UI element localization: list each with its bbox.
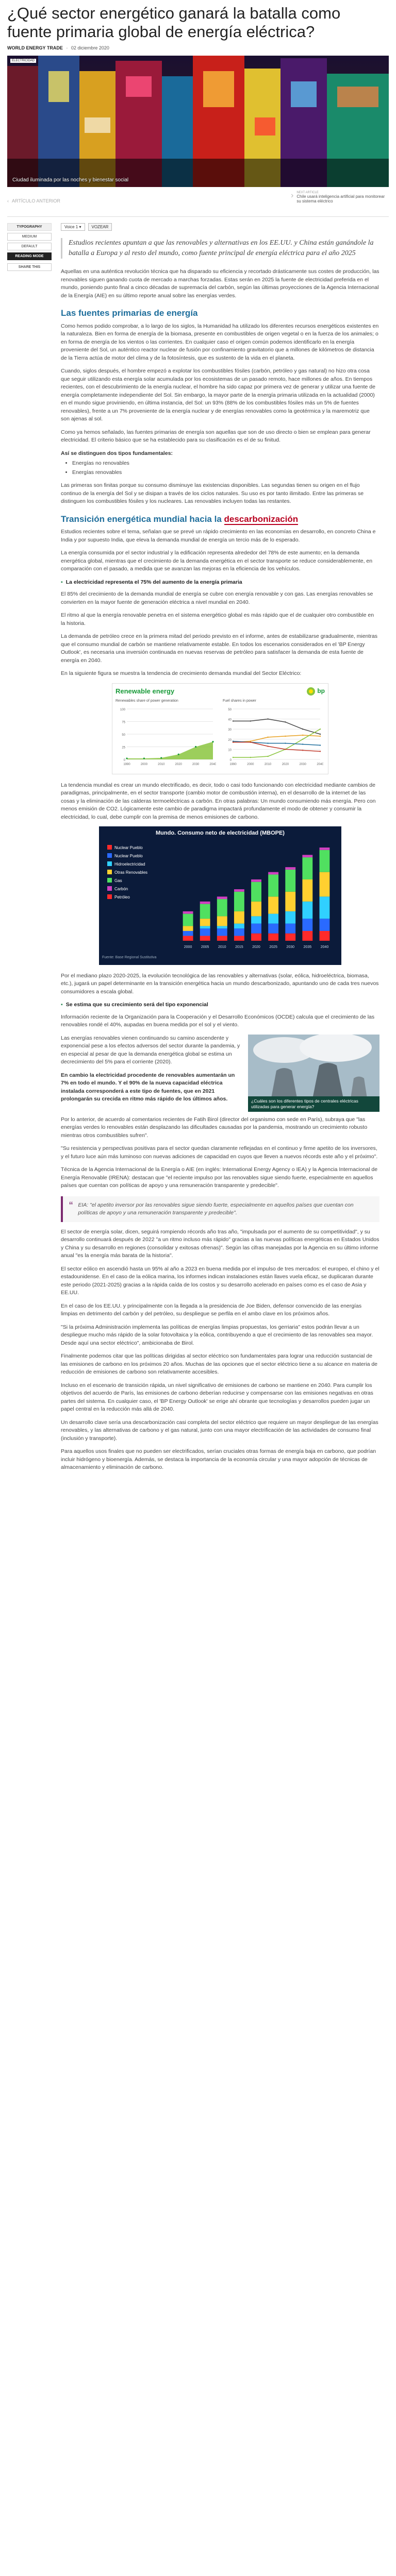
bar-segment: [320, 872, 330, 896]
highlight-bullet: ▪ La electricidad representa el 75% del aumento de la energía primaria: [61, 579, 380, 587]
data-point: [250, 720, 251, 721]
bar-segment: [217, 926, 227, 928]
bar-segment: [183, 930, 193, 936]
data-point: [285, 749, 286, 750]
series-line-hydro: [233, 741, 320, 745]
figure-title: Renewable energy: [116, 687, 175, 695]
voice-toolbar: [61, 223, 380, 231]
data-point: [267, 745, 268, 747]
renewable-energy-figure: [112, 683, 328, 774]
share-button[interactable]: SHARE THIS: [7, 263, 52, 271]
data-point: [233, 720, 234, 721]
y-tick-label: 0: [229, 759, 232, 762]
bar-segment: [320, 848, 330, 850]
paragraph: Por el mediano plazo 2020-2025, la evolución tecnológica de las renovables y alternativas (solar, eólica, hidroeléctrica, biomasa, etc.), jugará un papel determinante en la transición energética hacia un mundo descarbonizado, apuntando uno de cada tres nuevos consumidores a escala global.: [61, 972, 379, 995]
data-point: [160, 757, 162, 758]
bar-segment: [285, 923, 295, 933]
bar-segment: [251, 933, 261, 940]
y-tick-label: 0: [123, 759, 125, 762]
bar-segment: [217, 899, 227, 916]
paragraph: "Su resistencia y perspectivas positivas para el sector quedan claramente reflejadas en el continuo y firme apetito de los inversores, y el futuro luce aún más luminoso con nuevas adiciones de capacidad en cuyos que lleven a nuevos récords este año y el próximo".: [61, 1145, 378, 1160]
data-point: [320, 751, 321, 752]
reading-mode-button[interactable]: READING MODE: [7, 252, 52, 260]
data-point: [267, 742, 268, 743]
data-point: [233, 741, 234, 742]
paragraph: Finalmente podemos citar que las políticas dirigidas al sector eléctrico son fundamentales para lograr una reducción sustancial de las emisiones de carbono en los próximos 20 años. Muchas de las opciones que el sector eléctrico tiene a su alcance en materia de reducción de emisiones de carbono son relativamente accesibles.: [61, 1353, 378, 1375]
bar-segment: [285, 867, 295, 870]
legend-swatch: [107, 861, 112, 866]
paragraph: El sector eólico en ascendió hasta un 95% al año a 2023 en buena medida por el impulso de tres mercados: el europeo, el chino y el estadounidense. En el caso de la eólica marina, los informes indican instalaciones están llaves vuela eficaz, se duplicaran durante este periodo (2021-2025) gracias a la rápida caída de los costos y su desarrollo acelerado en países como es el caso de Asia y EE.UU.: [61, 1265, 380, 1296]
data-point: [302, 743, 303, 744]
bar-segment: [320, 896, 330, 919]
bar-segment: [234, 889, 244, 892]
vozear-button[interactable]: VOZEAR: [88, 223, 112, 231]
bar-segment: [234, 891, 244, 911]
series-line-coal: [233, 719, 320, 734]
bar-segment: [285, 911, 295, 923]
data-point: [320, 728, 321, 730]
paragraph: El ritmo al que la energía renovable penetra en el sistema energético global es más rápido que el de cualquier otro combustible en la historia.: [61, 612, 374, 626]
section-heading: Transición energética mundial hacia la descarbonización: [61, 514, 299, 524]
hero-tag[interactable]: ELECTRICIDAD: [10, 59, 36, 63]
hero-image: [7, 56, 389, 187]
bar-segment: [320, 919, 330, 931]
data-point: [267, 718, 268, 719]
paragraph: En cambio la electricidad procedente de renovables aumentarán un 7% en todo el mundo. Y el 90% de la nueva capacidad eléctrica instalada corresponderá a este tipo de fuentes, que en 2021 prolongarán su crecida en ritmo más rápido de los últimos años.: [61, 1072, 235, 1102]
bar-segment: [183, 913, 193, 926]
subheading: Así se distinguen dos tipos fundamentales:: [61, 450, 173, 456]
fuel-shares-chart: [223, 706, 323, 768]
series-line-gas: [233, 735, 320, 742]
article-date: 02 diciembre 2020: [71, 45, 109, 50]
article-title: ¿Qué sector energético ganará la batalla como fuente primaria global de energía eléctrica?: [7, 4, 341, 41]
bar-segment: [320, 850, 330, 872]
cooling-towers-image: [248, 1035, 380, 1112]
bar-segment: [234, 923, 244, 928]
bar-segment: [268, 923, 278, 933]
font-default-button[interactable]: DEFAULT: [7, 243, 52, 250]
chart-subtitle: Renewables share of power generation: [116, 699, 178, 703]
paragraph: Estudios recientes sobre el tema, señalan que se prevé un rápido crecimiento en las economías en desarrollo, en concreto China e India y por supuesto India, que eleva la demanda mundial de energía un tercio más de lo esperado.: [61, 529, 376, 543]
article-navigation: [7, 191, 389, 217]
data-point: [143, 757, 145, 759]
data-point: [302, 750, 303, 751]
bar-segment: [200, 936, 210, 941]
data-point: [212, 741, 213, 742]
x-tick-label: 2000: [184, 945, 192, 949]
y-tick-label: 50: [228, 708, 232, 711]
bar-segment: [234, 911, 244, 923]
x-tick-label: 1990: [229, 763, 237, 766]
bar-segment: [268, 872, 278, 874]
paragraph: Técnica de la Agencia Internacional de la Energía o AIE (en inglés: International Energy Agency o IEA) y la Agencia Internacional de Energía Renovable (IRENA): destacan que "el reciente impulso por las renovables sigue siendo fuerte, especialmente en aquellos países que cuentan con políticas de apoyo y una remuneración transparente y predecible".: [61, 1166, 378, 1189]
legend-swatch: [107, 870, 112, 874]
data-point: [302, 739, 303, 740]
y-tick-label: 50: [122, 734, 125, 737]
legend-swatch: [107, 886, 112, 891]
next-article-title: Chile usará inteligencia artificial para monitorear su sistema eléctrico: [296, 194, 385, 204]
paragraph: Incluso en el escenario de transición rápida, un nivel significativo de emisiones de carbono se mantiene en 2040. Para cumplir los objetivos del acuerdo de París, las emisiones de carbono deberían reducirse y compensarse con las emisiones negativas en otras partes del sistema. En cualquier caso, el 'BP Energy Outlook' se erige ahí obrante que tecnologías y desarrollos pueden jugar un papel central en la reducción más allá de 2040.: [61, 1382, 373, 1412]
paragraph: El 85% del crecimiento de la demanda mundial de energía se cubre con energía renovable y con gas. Las energías renovables se convierten en la mayor fuente de generación eléctrica a nivel mundial en 2040.: [61, 591, 373, 605]
bar-segment: [302, 901, 312, 918]
bar-segment: [268, 913, 278, 923]
chevron-down-icon: ▾: [79, 225, 81, 229]
x-tick-label: 2010: [264, 763, 272, 766]
x-tick-label: 2020: [252, 945, 260, 949]
figure-title: Mundo. Consumo neto de electricidad (MBOPE): [156, 830, 285, 836]
bp-logo: bp: [306, 687, 325, 696]
x-tick-label: 2030: [286, 945, 295, 949]
legend-label: Hidroelectricidad: [114, 861, 145, 867]
data-point: [233, 757, 234, 758]
legend-label: Carbón: [114, 886, 128, 891]
content-layout: [7, 223, 389, 1477]
paragraph: En el caso de los EE.UU. y principalmente con la llegada a la presidencia de Joe Biden, defensor convencido de las energías limpias en detrimento del carbón y del petróleo, su despliegue se perfila en el ambo clave en los próximos años.: [61, 1302, 362, 1317]
article-lead: Estudios recientes apuntan a que las renovables y alternativas en los EE.UU. y China están ganándole la batalla a Europa y al resto del mundo, como fuente principal de energía eléctrica para el año 2025: [61, 238, 380, 259]
data-point: [126, 757, 127, 759]
data-point: [195, 746, 196, 748]
bar-segment: [200, 926, 210, 928]
hero-caption: Ciudad iluminada por las noches y bienestar social: [12, 177, 129, 183]
legend-swatch: [107, 894, 112, 899]
paragraph: Cuando, siglos después, el hombre empezó a explotar los combustibles fósiles (carbón, petróleo y gas natural) no hizo otra cosa que seguir utilizando esta energía solar acumulada por los ecosistemas de un pasado remoto, hace millones de años. En tiempos recientes, con el descubrimiento de la energía nuclear, el hombre ha sido capaz por primera vez de generar y utilizar una fuente de energía completamente independiente del Sol. Sin embargo, la mayor parte de la energía primaria utilizada en la actualidad (2000) en el mundo sigue proviniendo, en última instancia, del Sol: un 93% (88% de los combustibles fósiles más un 5% de fuentes renovables), frente a un 7% proveniente de la energía nuclear y de energías renovables como la geotérmica y la maremotriz que son ajenas al sol.: [61, 368, 375, 422]
legend-swatch: [107, 845, 112, 850]
y-tick-label: 40: [228, 718, 232, 722]
y-tick-label: 100: [120, 708, 125, 711]
quote-icon: “: [69, 1199, 73, 1212]
legend-swatch: [107, 853, 112, 858]
bar-segment: [285, 933, 295, 940]
article-main: [61, 223, 380, 1477]
article-meta: WORLD ENERGY TRADE - 02 diciembre 2020: [7, 45, 109, 50]
bar-segment: [217, 936, 227, 941]
bar-segment: [302, 930, 312, 940]
article-sidebar: [7, 223, 52, 1477]
data-point: [320, 744, 321, 745]
bar-segment: [217, 896, 227, 899]
data-point: [320, 734, 321, 735]
chevron-left-icon: ‹: [7, 198, 9, 204]
paragraph: Como ya hemos señalado, las fuentes primarias de energía son aquellas que son de uso directo o bien se emplean para generar electricidad. El criterio básico que se ha establecido para su clasificación es el de su finitud.: [61, 429, 371, 443]
bar-segment: [217, 916, 227, 926]
y-tick-label: 75: [122, 721, 125, 724]
data-point: [285, 736, 286, 737]
data-point: [302, 728, 303, 730]
x-tick-label: 1990: [123, 763, 130, 766]
legend-label: Nuclear Pueblo: [114, 853, 143, 858]
figure-source: Fuente: Base Regional Sustitutiva: [102, 956, 157, 959]
data-point: [178, 754, 179, 755]
bar-segment: [251, 901, 261, 916]
prev-article-link[interactable]: ‹ ARTÍCULO ANTERIOR: [7, 198, 60, 204]
font-size-medium-button[interactable]: MEDIUM: [7, 233, 52, 241]
article-source[interactable]: WORLD ENERGY TRADE: [7, 45, 63, 50]
x-tick-label: 2020: [282, 763, 289, 766]
electricity-consumption-figure: [99, 826, 341, 965]
chevron-right-icon: ›: [291, 191, 294, 200]
paragraph: Como hemos podido comprobar, a lo largo de los siglos, la Humanidad ha utilizado los diferentes recursos energéticos existentes en la naturaleza. Bien en forma de energía de la biomasa, presente en combustibles de origen vegetal o en la fuerza de los animales; o en forma de energía de los vientos o las corrientes. En cualquier caso el origen común podemos identificarlo en la energía proveniente del Sol, un auténtico reactor nuclear de fusión por confinamiento gravitatorio que a millones de kilómetros de distancia de la Tierra actúa de motor del clima y de la fotosíntesis, que es sustento de la vida en el planeta.: [61, 323, 379, 361]
paragraph: Por lo anterior, de acuerdo al comentarios recientes de Fatih Birol (director del organismo con sede en París), subraya que "las energías verdes lo renovables están desplazando las dificultades causadas por la pandemia, mostrando un crecimiento robusto mientras otros combustibles sufren".: [61, 1116, 368, 1139]
bar-segment: [200, 919, 210, 926]
bar-segment: [285, 869, 295, 891]
typography-label: TYPOGRAPHY: [7, 223, 52, 231]
paragraph: El sector de energía solar, dicen, seguirá rompiendo récords año tras año, "impulsada por el aumento de su competitividad", y su desarrollo continuará después de 2022 "a un ritmo incluso más rápido" gracias a las nuevas políticas energéticas en Estados Unidos y China y su desarrollo en regiones (consolidar y exitosas ofrenas)". Según las cifras manejadas por la Agencia en su último informe anual "es la energía más barata de la historia".: [61, 1228, 380, 1259]
highlight-bullet: ▪ Se estima que su crecimiento será del tipo exponencial: [61, 1001, 380, 1009]
x-tick-label: 2025: [269, 945, 277, 949]
bar-segment: [183, 936, 193, 941]
data-point: [267, 737, 268, 738]
data-point: [250, 741, 251, 742]
paragraph: Para aquellos usos finales que no pueden ser electrificados, serían cruciales otras formas de energía baja en carbono, que podrían incluir hidrógeno y bioenergía. Además, se destaca la importancia de la economía circular y una mayor adopción de técnicas de almacenamiento y eliminación de carbono.: [61, 1448, 376, 1470]
article-body: [61, 268, 380, 1472]
paragraph: La tendencia mundial es crear un mundo electrificado, es decir, todo o casi todo funcionando con electricidad mediante cambios de paradigmas, principalmente, en el sector transporte (cambio motor de combustión interna), en el desarrollo de la internet de las cosas y la eliminación de las calderas termoeléctricas a carbón. En otras palabras: Un mundo consumiendo más energía. Pero con menos emisión de CO2. Lógicamente este cambio de paradigma impactará profundamente el modo de obtener y consumir la electricidad, lo cual, debe cumplir con la premisa de menos emisiones de carbono.: [61, 782, 376, 820]
data-point: [320, 736, 321, 737]
bar-segment: [234, 936, 244, 941]
paragraph: En la siguiente figura se muestra la tendencia de crecimiento demanda mundial del Sector Eléctrico:: [61, 670, 302, 676]
x-tick-label: 2030: [192, 763, 200, 766]
bar-segment: [200, 904, 210, 919]
paragraph: La demanda de petróleo crece en la primera mitad del periodo previsto en el informe, antes de estabilizarse gradualmente, mientras que el consumo mundial de carbón se mantiene relativamente estable. En todos los escenarios considerados en el 'BP Energy Outlook', es necesaria una inversión continuada en nuevas reservas de petróleo para satisfacer la demanda de esta fuente de energía en 2040.: [61, 633, 378, 664]
x-tick-label: 2010: [158, 763, 165, 766]
bar-segment: [320, 930, 330, 940]
bar-segment: [251, 916, 261, 923]
paragraph: Aquellas en una auténtica revolución técnica que ha disparado su eficiencia y recortado drásticamente sus costes de producción, las renovables siguen ganando cuota de mercado a marchas forzadas. Estas serán en 2025 la fuente de electricidad preferida en el mundo, poniendo punto final a cinco décadas de supremacía del carbón, según las últimas proyecciones de la Agencia Internacional de la Energía (AIE) en su último reporte anual sobre las energías verdes.: [61, 268, 380, 299]
x-tick-label: 2015: [235, 945, 243, 949]
bar-segment: [285, 891, 295, 911]
series-area-renewables: [127, 742, 213, 759]
x-tick-label: 2005: [201, 945, 209, 949]
x-tick-label: 2030: [299, 763, 306, 766]
x-tick-label: 2040: [320, 945, 329, 949]
bar-segment: [302, 919, 312, 931]
x-tick-label: 2020: [175, 763, 182, 766]
bar-segment: [268, 874, 278, 896]
y-tick-label: 25: [122, 746, 125, 750]
bar-segment: [234, 928, 244, 936]
bar-segment: [200, 928, 210, 936]
renewables-share-chart: [116, 706, 216, 768]
data-point: [285, 742, 286, 743]
paragraph: "Si la próxima Administración implementa las políticas de energías limpias propuestas, los gerriaria" estos podrán llevar a un despliegue mucho más rápido de la solar fotovoltaica y la eólica, contribuyendo a que el crecimiento de las renovables sea mayor. Desde aquí una sector eléctrico", ambicionaba de Birol.: [61, 1324, 373, 1346]
x-tick-label: 2010: [218, 945, 226, 949]
chart-subtitle: Fuel shares in power: [223, 699, 256, 703]
x-tick-label: 2040: [209, 763, 216, 766]
energy-types-list: [72, 460, 380, 477]
bar-segment: [217, 928, 227, 936]
legend-swatch: [107, 878, 112, 883]
x-tick-label: 2040: [317, 763, 323, 766]
data-point: [250, 757, 251, 758]
data-point: [267, 756, 268, 757]
legend-label: Nuclear Pueblo: [114, 845, 143, 850]
section-heading: Las fuentes primarias de energía: [61, 308, 198, 318]
paragraph: Un desarrollo clave sería una descarbonización casi completa del sector eléctrico que requiere un mayor despliegue de las energías renovables, y las alternativas de carbono y el gas natural, junto con una mayor electrificación de las actividades de consumo final (inclusión y transporte).: [61, 1419, 378, 1442]
next-article-link[interactable]: › NEXT ARTICLE Chile usará inteligencia artificial para monitorear su sistema eléctrico: [291, 191, 385, 204]
city-lights-illustration: [7, 56, 389, 187]
legend-label: Petróleo: [114, 894, 130, 900]
paragraph: La energía consumida por el sector industrial y la edificación representa alrededor del 78% de este aumento; en la demanda energética global, mientras que el crecimiento de la demanda energética en el sector transporte se reduce considerablemente, en comparación con el pasado, a medida que se avanzan las mejoras en la eficiencia de los vehículos.: [61, 550, 373, 572]
x-tick-label: 2000: [140, 763, 148, 766]
paragraph: Información reciente de la Organización para la Cooperación y el Desarrollo Económicos (OCDE) calcula que el crecimiento de las renovables rondé el 40%, aupadas en buena medida por el sol y el viento.: [61, 1013, 375, 1028]
bar-segment: [268, 933, 278, 940]
bar-segment: [251, 882, 261, 901]
bar-segment: [200, 901, 210, 904]
x-tick-label: 2035: [303, 945, 312, 949]
bar-segment: [251, 879, 261, 882]
bar-segment: [183, 926, 193, 931]
bar-segment: [183, 911, 193, 913]
bar-segment: [268, 896, 278, 913]
paragraph: Las primeras son finitas porque su consumo disminuye las existencias disponibles. Las segundas tienen su origen en el flujo continuo de la energía del Sol y se disipan a través de los ciclos naturales. Su uso es por tanto ilimitado. Entre las primeras se distinguen los combustibles fósiles y los nucleares. Las renovables incluyen todas las restantes.: [61, 482, 364, 504]
paragraph: Las energías renovables vienen continuando su camino ascendente y exponencial pese a los efectos adversos del sector durante la pandemia, y en especial al pesar de que la demanda energética global se estima un decrecimiento del 5% para el corriente (2020).: [61, 1035, 240, 1065]
electricity-consumption-chart: [102, 838, 338, 951]
y-tick-label: 20: [228, 738, 232, 742]
y-tick-label: 10: [228, 749, 232, 752]
y-tick-label: 30: [228, 728, 232, 732]
list-item: • Energías no renovables: [72, 460, 380, 468]
legend-label: Gas: [114, 878, 122, 883]
data-point: [302, 735, 303, 736]
data-point: [285, 721, 286, 722]
voice-select[interactable]: Voice 1 ▾: [61, 223, 85, 231]
heading-link[interactable]: descarbonización: [224, 514, 299, 524]
bar-segment: [251, 923, 261, 933]
list-item: • Energías renovables: [72, 469, 380, 477]
image-caption[interactable]: ¿Cuáles son los diferentes tipos de centrales eléctricas utilizadas para generar energía?: [248, 1096, 380, 1112]
bar-segment: [302, 879, 312, 901]
legend-label: Otras Renovables: [114, 870, 148, 875]
bar-segment: [302, 857, 312, 879]
pull-quote: “ EIA: "el apetito inversor por las renovables sigue siendo fuerte, especialmente en aquellos países que cuentan con políticas de apoyo y una remuneración transparente y predecible".: [61, 1196, 380, 1222]
bar-segment: [302, 855, 312, 857]
x-tick-label: 2000: [247, 763, 254, 766]
